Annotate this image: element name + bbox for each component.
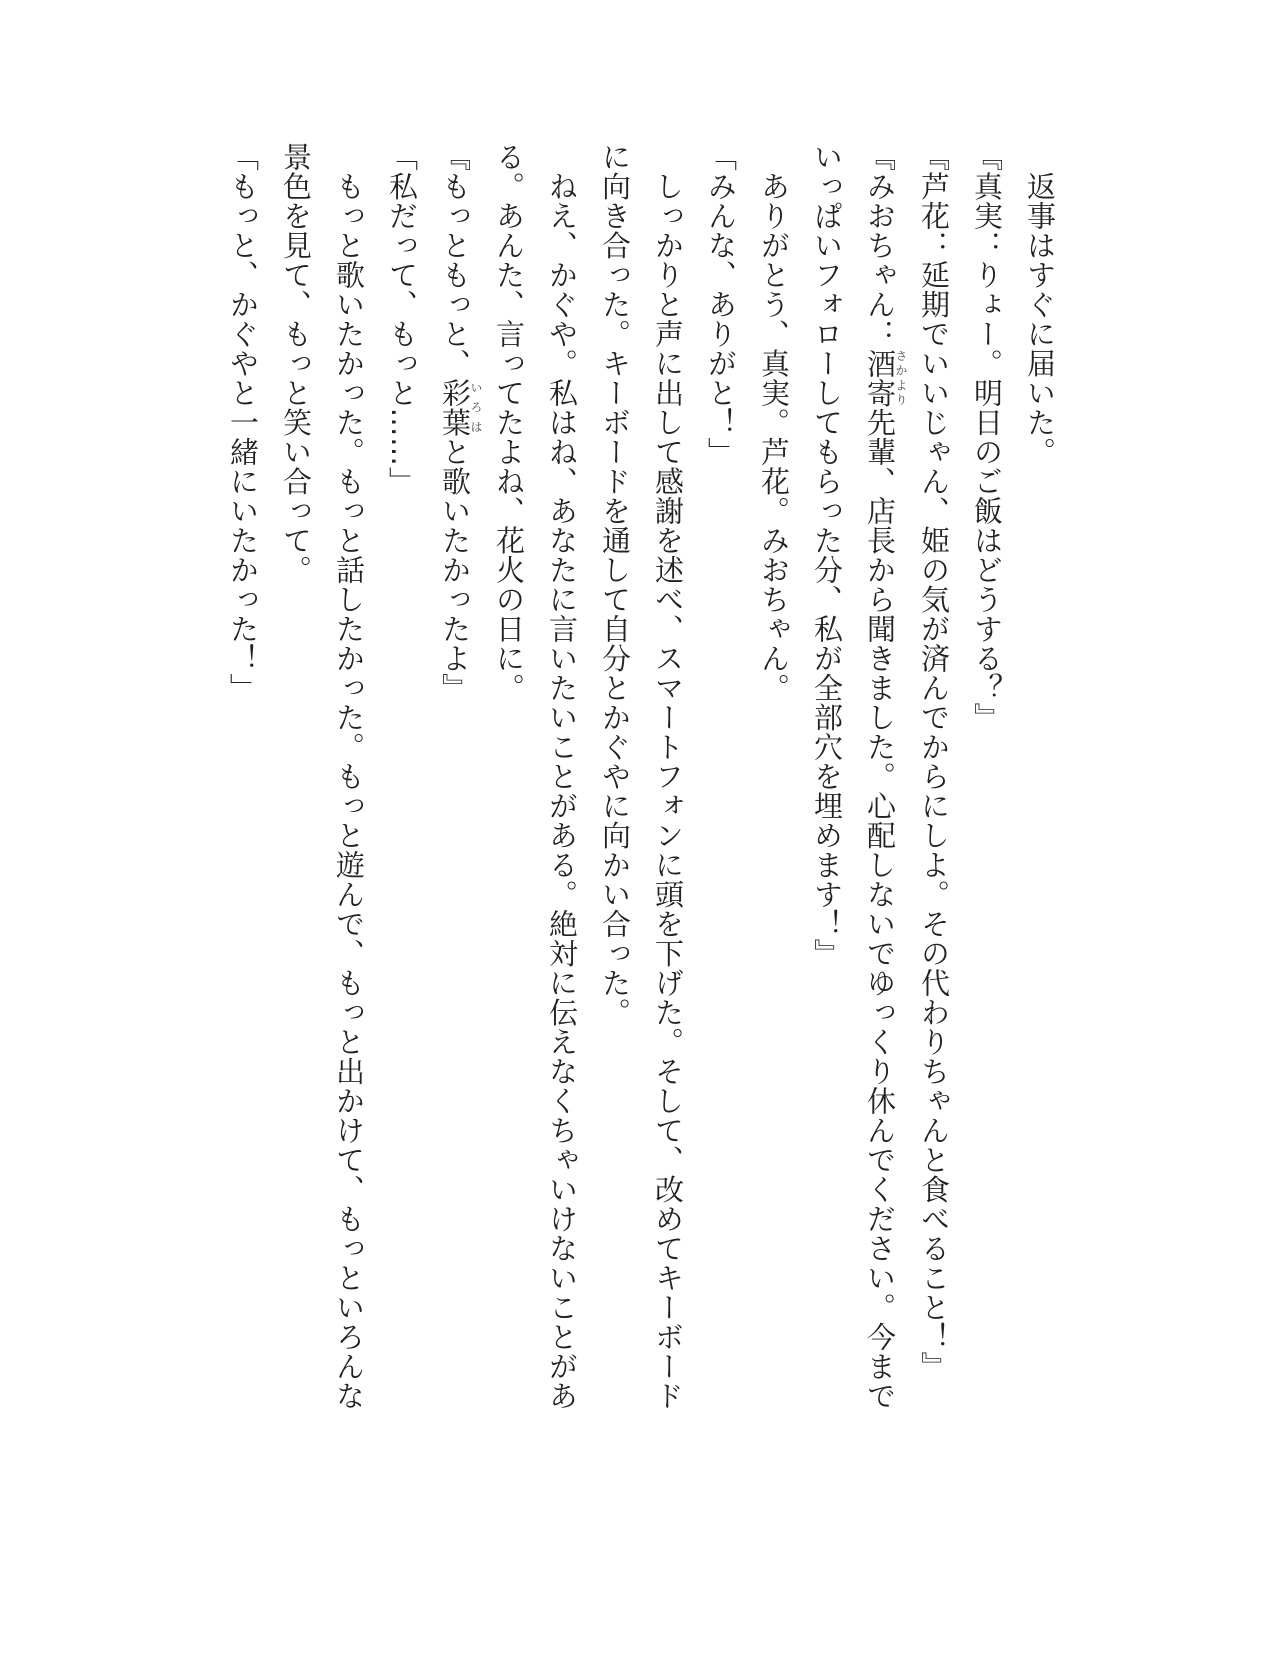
text-line: ありがとう、真実。芦花。みおちゃん。 [757,142,791,703]
text-segment: 『みおちゃん： [863,142,897,349]
ruby-base: 彩葉 [438,378,472,437]
ruby-reading: いろは [469,378,483,437]
text-line: 「私だって、もっと……」 [385,142,419,496]
text-line: 「もっと、かぐやと一緒にいたかった！」 [226,142,260,703]
text-line: いっぱいフォローしてもらった分、私が全部穴を埋めます！』 [810,142,844,968]
text-line-with-ruby [853,142,907,1462]
ruby-word [438,378,483,437]
text-segment: 『もっともっと、 [438,142,472,378]
ruby-word [863,348,908,408]
text-line: もっと歌いたかった。もっと話したかった。もっと遊んで、もっと出かけて、もっといろんな [332,142,366,1411]
text-line: 返事はすぐに届いた。 [1023,142,1057,467]
text-segment: と歌いたかったよ』 [438,437,472,703]
text-line: に向き合った。キーボードを通して自分とかぐやに向かい合った。 [598,142,632,1027]
ruby-reading: さかより [894,348,908,408]
ruby-base: 酒寄 [863,348,897,408]
text-line: 「みんな、ありがと！」 [704,142,738,467]
text-segment: 先輩、店長から聞きました。心配しないでゆっくり休んでください。今まで [863,407,897,1411]
text-line: 『芦花：延期でいいじゃん、姫の気が済んでからにしよ。その代わりちゃんと食べること！』 [917,142,951,1381]
text-line: る。あんた、言ってたよね、花火の日に。 [492,142,526,703]
text-line: ねえ、かぐや。私はね、あなたに言いたいことがある。絶対に伝えなくちゃいけないことがあ [545,142,579,1411]
vertical-text-page [216,142,1066,1462]
text-line: 景色を見て、もっと笑い合って。 [279,142,313,585]
text-line: 『真実：りょー。明日のご飯はどうする？』 [970,142,1004,732]
text-line-with-ruby [428,142,482,1462]
text-line: しっかりと声に出して感謝を述べ、スマートフォンに頭を下げた。そして、改めてキーボード [651,142,685,1411]
